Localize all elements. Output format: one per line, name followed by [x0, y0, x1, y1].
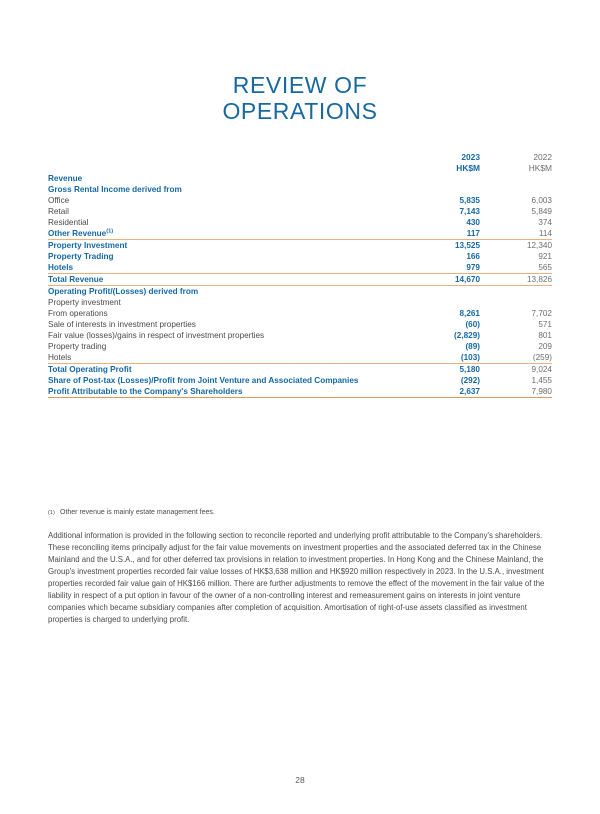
table-row	[48, 195, 552, 206]
row-value-2023: (292)	[460, 376, 480, 385]
table-row	[48, 341, 552, 352]
table-row	[48, 308, 552, 319]
table-row	[48, 319, 552, 330]
footnote-text: Other revenue is mainly estate management fees.	[60, 509, 215, 516]
row-value-2022	[480, 173, 552, 184]
table-row	[48, 240, 552, 252]
row-footnote-marker: (1)	[106, 228, 114, 235]
row-value-2023: 5,180	[400, 364, 480, 376]
row-value-2023: 2,637	[400, 386, 480, 398]
table-body	[48, 173, 552, 398]
table-footnote	[48, 508, 552, 518]
table-header-year-2023: 2023	[461, 152, 480, 162]
row-value-2023: 979	[466, 263, 480, 272]
row-value-2022: 9,024	[480, 364, 552, 376]
table-row	[48, 228, 552, 240]
table-row	[48, 184, 552, 195]
row-value-2023: 7,143	[459, 207, 480, 216]
table-header-unit-2023: HK$M	[456, 162, 480, 173]
row-value-2022	[480, 184, 552, 195]
row-value-2023	[400, 297, 480, 308]
row-value-2023: 166	[466, 252, 480, 261]
row-label: Other Revenue$^{(1)}$	[48, 228, 114, 238]
row-value-2023: (89)	[465, 342, 480, 351]
row-value-2023	[400, 184, 480, 195]
table-header-year-row	[48, 152, 552, 163]
row-value-2023: (103)	[460, 353, 480, 362]
table-row	[48, 217, 552, 228]
table-header-label-blank	[48, 152, 400, 163]
row-value-2022	[480, 286, 552, 298]
row-value-2022: 7,702	[531, 309, 552, 318]
page-title	[0, 72, 600, 124]
row-label: Gross Rental Income derived from	[48, 185, 182, 194]
row-value-2022: 12,340	[480, 240, 552, 252]
table-row	[48, 386, 552, 398]
row-label: Total Revenue	[48, 274, 400, 286]
financial-summary-table	[48, 152, 552, 398]
table-row	[48, 206, 552, 217]
row-value-2022: 1,455	[531, 376, 552, 385]
row-label: From operations	[48, 309, 108, 318]
table-row	[48, 262, 552, 274]
row-value-2023: (60)	[465, 320, 480, 329]
row-label: Hotels	[48, 353, 72, 362]
table-row	[48, 352, 552, 364]
table-header-unit-2022: HK$M	[528, 162, 552, 173]
page-title-line-1: REVIEW OF	[232, 72, 368, 98]
row-value-2023	[400, 173, 480, 184]
row-label: Hotels	[48, 263, 74, 272]
row-label: Operating Profit/(Losses) derived from	[48, 286, 400, 298]
row-value-2023: 430	[466, 218, 480, 227]
table-row	[48, 286, 552, 298]
table-row	[48, 251, 552, 262]
row-label: Residential	[48, 218, 89, 227]
row-label: Sale of interests in investment properties	[48, 320, 196, 329]
row-value-2023: (2,829)	[454, 331, 480, 340]
row-value-2022: 13,826	[480, 274, 552, 286]
row-value-2022: 5,849	[531, 207, 552, 216]
row-label: Profit Attributable to the Company's Shareholders	[48, 386, 400, 398]
row-value-2022: 571	[538, 320, 552, 329]
row-value-2022: 114	[538, 229, 552, 238]
row-label: Office	[48, 196, 70, 205]
table-header-year-2022: 2022	[533, 152, 552, 162]
row-label: Property Investment	[48, 240, 400, 252]
table-row	[48, 364, 552, 376]
row-value-2023: 13,525	[400, 240, 480, 252]
row-value-2022: 7,980	[480, 386, 552, 398]
table-header-unit-blank	[48, 163, 400, 174]
row-label: Property trading	[48, 342, 107, 351]
table-row	[48, 375, 552, 386]
row-label: Revenue	[48, 174, 83, 183]
row-value-2022: 565	[538, 263, 552, 272]
row-value-2022	[480, 297, 552, 308]
table-row	[48, 297, 552, 308]
table-row	[48, 274, 552, 286]
row-label: Property investment	[48, 298, 121, 307]
row-label: Property Trading	[48, 252, 114, 261]
row-label: Fair value (losses)/gains in respect of investment properties	[48, 331, 265, 340]
footnote-marker: (1)	[48, 510, 55, 516]
row-label: Total Operating Profit	[48, 364, 400, 376]
row-value-2023: 14,670	[400, 274, 480, 286]
row-value-2022: 801	[538, 331, 552, 340]
row-value-2023	[400, 286, 480, 298]
row-value-2022: 921	[538, 252, 552, 261]
table-row	[48, 173, 552, 184]
table-row	[48, 330, 552, 341]
page-number: 28	[295, 775, 305, 785]
row-value-2022: 6,003	[531, 196, 552, 205]
body-paragraph: Additional information is provided in the following section to reconcile reported and underlying profit attributable to the Company's shareholders. These reconciling items principally adjust for the fair value movements on investment properties and the associated deferred tax in the Chinese Mainland and the U.S.A., and for other deferred tax provisions in relation to investment properties. In Hong Kong and the Chinese Mainland, the Group's investment properties recorded fair value losses of HK$3,638 million and HK$920 million respectively in 2023. In the U.S.A., investment properties recorded fair value gain of HK$166 million. There are further adjustments to remove the effect of the movement in the fair value of the liability in respect of a put option in favour of the owner of a non-controlling interest and remeasurement gains on interests in joint venture companies which became subsidiary companies after completion of acquisition. Amortisation of right-of-use assets classified as investment properties is charged to underlying profit.	[48, 531, 545, 625]
row-label: Share of Post-tax (Losses)/Profit from Joint Venture and Associated Companies	[48, 376, 359, 385]
table-header-unit-row	[48, 163, 552, 174]
row-value-2023: 117	[466, 229, 480, 238]
row-value-2023: 5,835	[459, 196, 480, 205]
row-label: Retail	[48, 207, 69, 216]
row-value-2022: (259)	[532, 353, 552, 362]
row-value-2022: 209	[538, 342, 552, 351]
row-value-2023: 8,261	[459, 309, 480, 318]
page-title-line-2: OPERATIONS	[222, 98, 378, 124]
row-value-2022: 374	[538, 218, 552, 227]
